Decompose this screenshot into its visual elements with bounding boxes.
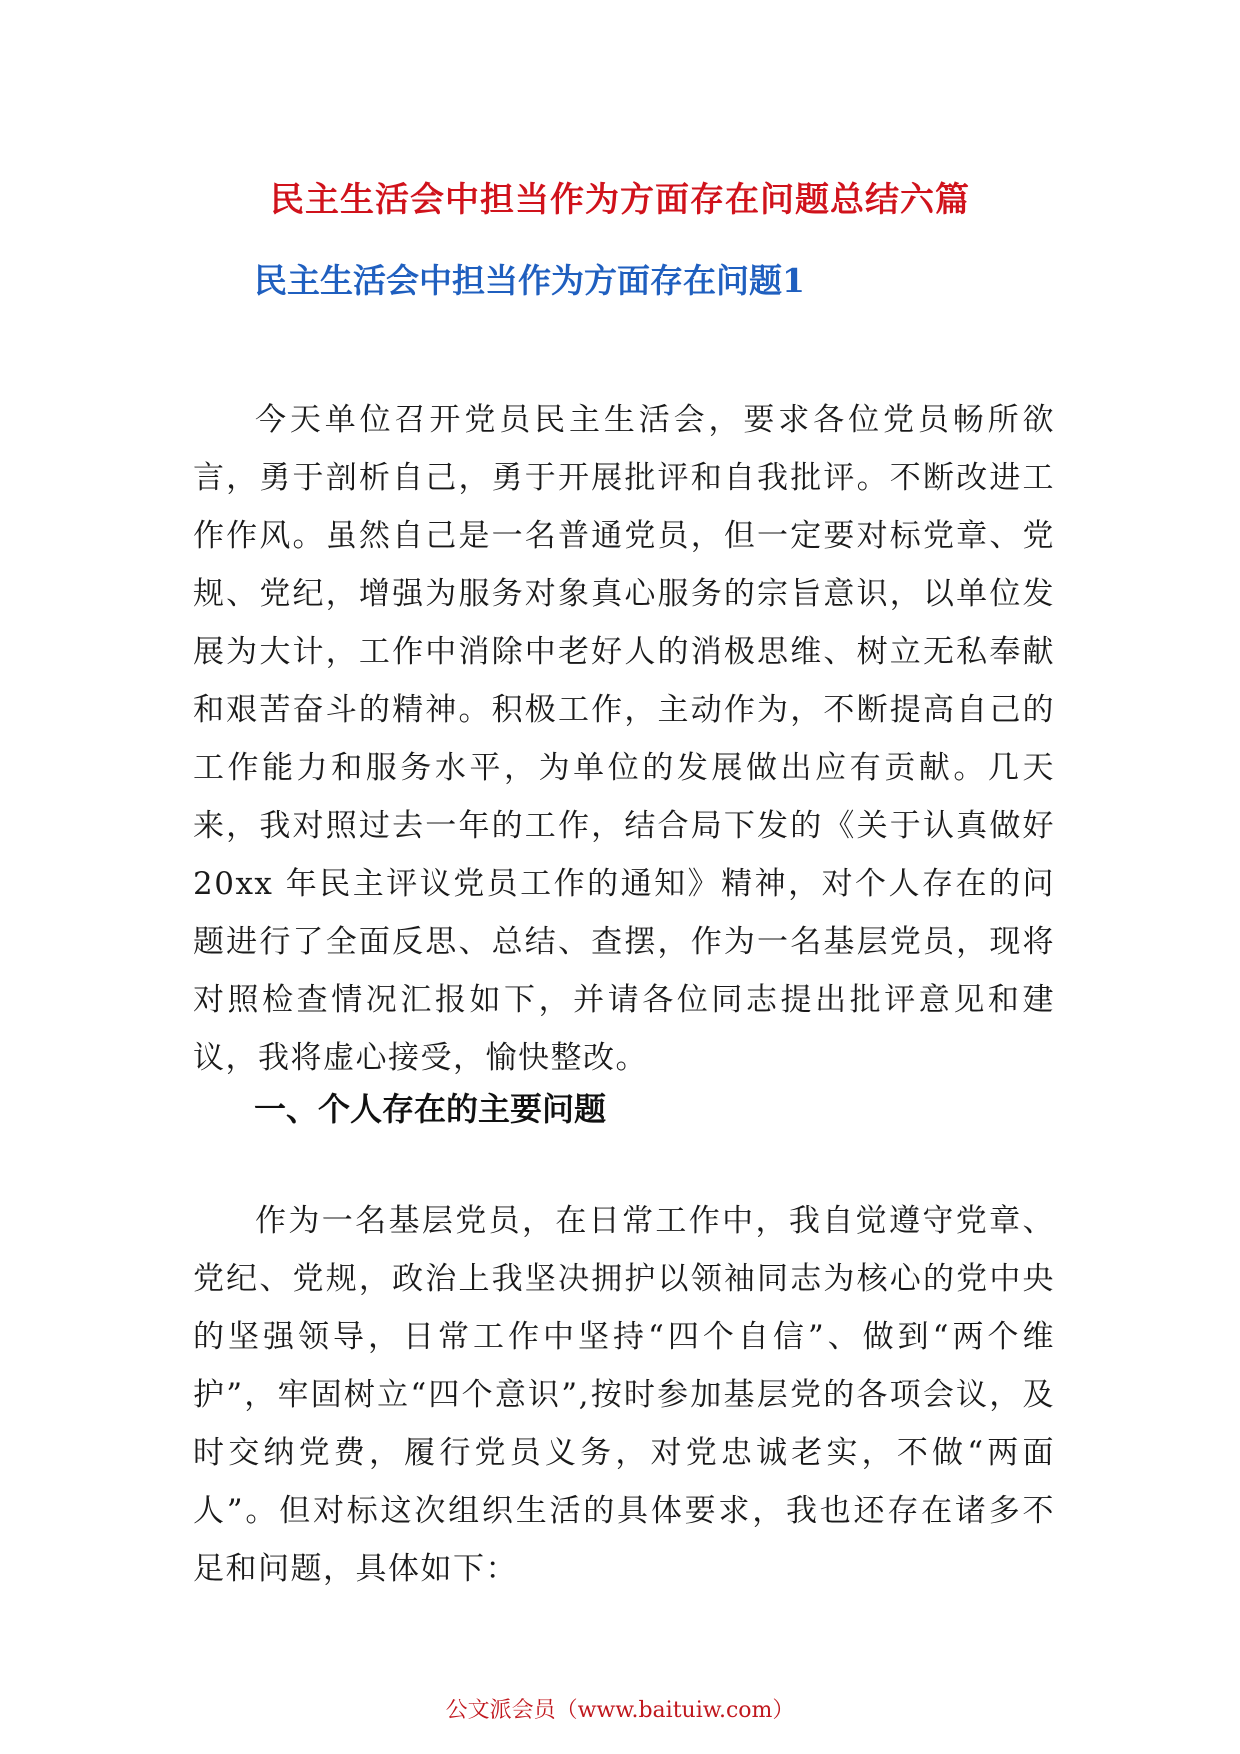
heading-personal-problems: 一、个人存在的主要问题	[254, 1090, 607, 1128]
paragraph-2: 作为一名基层党员，在日常工作中，我自觉遵守党章、党纪、党规，政治上我坚决拥护以领袖同志为核心的党中央的坚强领导，日常工作中坚持“四个自信”、做到“两个维护”，牢固树立“四个意识”,按时参加基层党的各项会议，及时交纳党费，履行党员义务，对党忠诚老实，不做“两面人”。但对标这次组织生活的具体要求，我也还存在诸多不足和问题，具体如下：	[193, 1203, 1055, 1587]
footer-watermark: 公文派会员（www.baituiw.com）	[445, 1698, 795, 1723]
document-title: 民主生活会中担当作为方面存在问题总结六篇	[270, 180, 970, 220]
section-title: 民主生活会中担当作为方面存在问题1	[254, 261, 805, 300]
paragraph-1: 今天单位召开党员民主生活会，要求各位党员畅所欲言，勇于剖析自己，勇于开展批评和自我批评。不断改进工作作风。虽然自己是一名普通党员，但一定要对标党章、党规、党纪，增强为服务对象真心服务的宗旨意识，以单位发展为大计，工作中消除中老好人的消极思维、树立无私奉献和艰苦奋斗的精神。积极工作，主动作为，不断提高自己的工作能力和服务水平，为单位的发展做出应有贡献。几天来，我对照过去一年的工作，结合局下发的《关于认真做好20xx 年民主评议党员工作的通知》精神，对个人存在的问题进行了全面反思、总结、查摆，作为一名基层党员，现将对照检查情况汇报如下，并请各位同志提出批评意见和建议，我将虚心接受，愉快整改。	[193, 402, 1055, 1076]
